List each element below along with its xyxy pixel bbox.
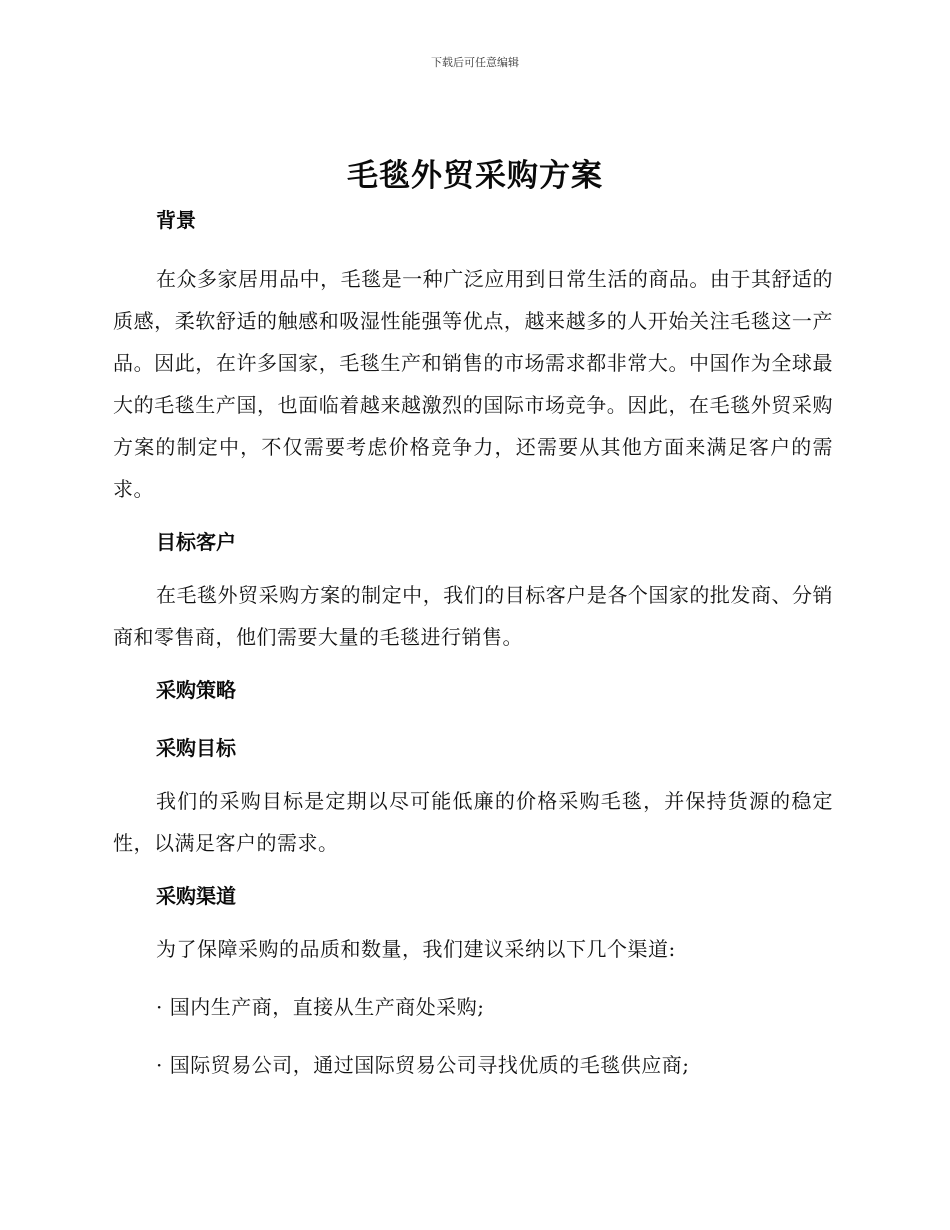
document-body — [113, 204, 833, 1086]
paragraph-background: 在众多家居用品中，毛毯是一种广泛应用到日常生活的商品。由于其舒适的质感，柔软舒适的触感和吸湿性能强等优点，越来越多的人开始关注毛毯这一产品。因此，在许多国家，毛毯生产和销售的市场需求都非常大。中国作为全球最大的毛毯生产国，也面临着越来越激烈的国际市场竞争。因此，在毛毯外贸采购方案的制定中，不仅需要考虑价格竞争力，还需要从其他方面来满足客户的需求。 — [113, 267, 833, 501]
paragraph-goal: 我们的采购目标是定期以尽可能低廉的价格采购毛毯，并保持货源的稳定性，以满足客户的需求。 — [113, 789, 833, 855]
section-heading-target-customers: 目标客户 — [156, 530, 236, 554]
list-item: · 国内生产商，直接从生产商处采购; — [156, 995, 485, 1019]
document-title: 毛毯外贸采购方案 — [347, 158, 603, 194]
header-note: 下载后可任意编辑 — [431, 56, 519, 69]
section-heading-background: 背景 — [156, 208, 196, 232]
paragraph-target-customers: 在毛毯外贸采购方案的制定中，我们的目标客户是各个国家的批发商、分销商和零售商，他们需要大量的毛毯进行销售。 — [113, 583, 833, 649]
section-heading-strategy: 采购策略 — [156, 678, 236, 702]
paragraph-channels-intro: 为了保障采购的品质和数量，我们建议采纳以下几个渠道: — [156, 937, 676, 961]
section-heading-channels: 采购渠道 — [156, 884, 236, 908]
section-heading-goal: 采购目标 — [156, 736, 236, 760]
list-item: · 国际贸易公司，通过国际贸易公司寻找优质的毛毯供应商; — [156, 1053, 690, 1077]
